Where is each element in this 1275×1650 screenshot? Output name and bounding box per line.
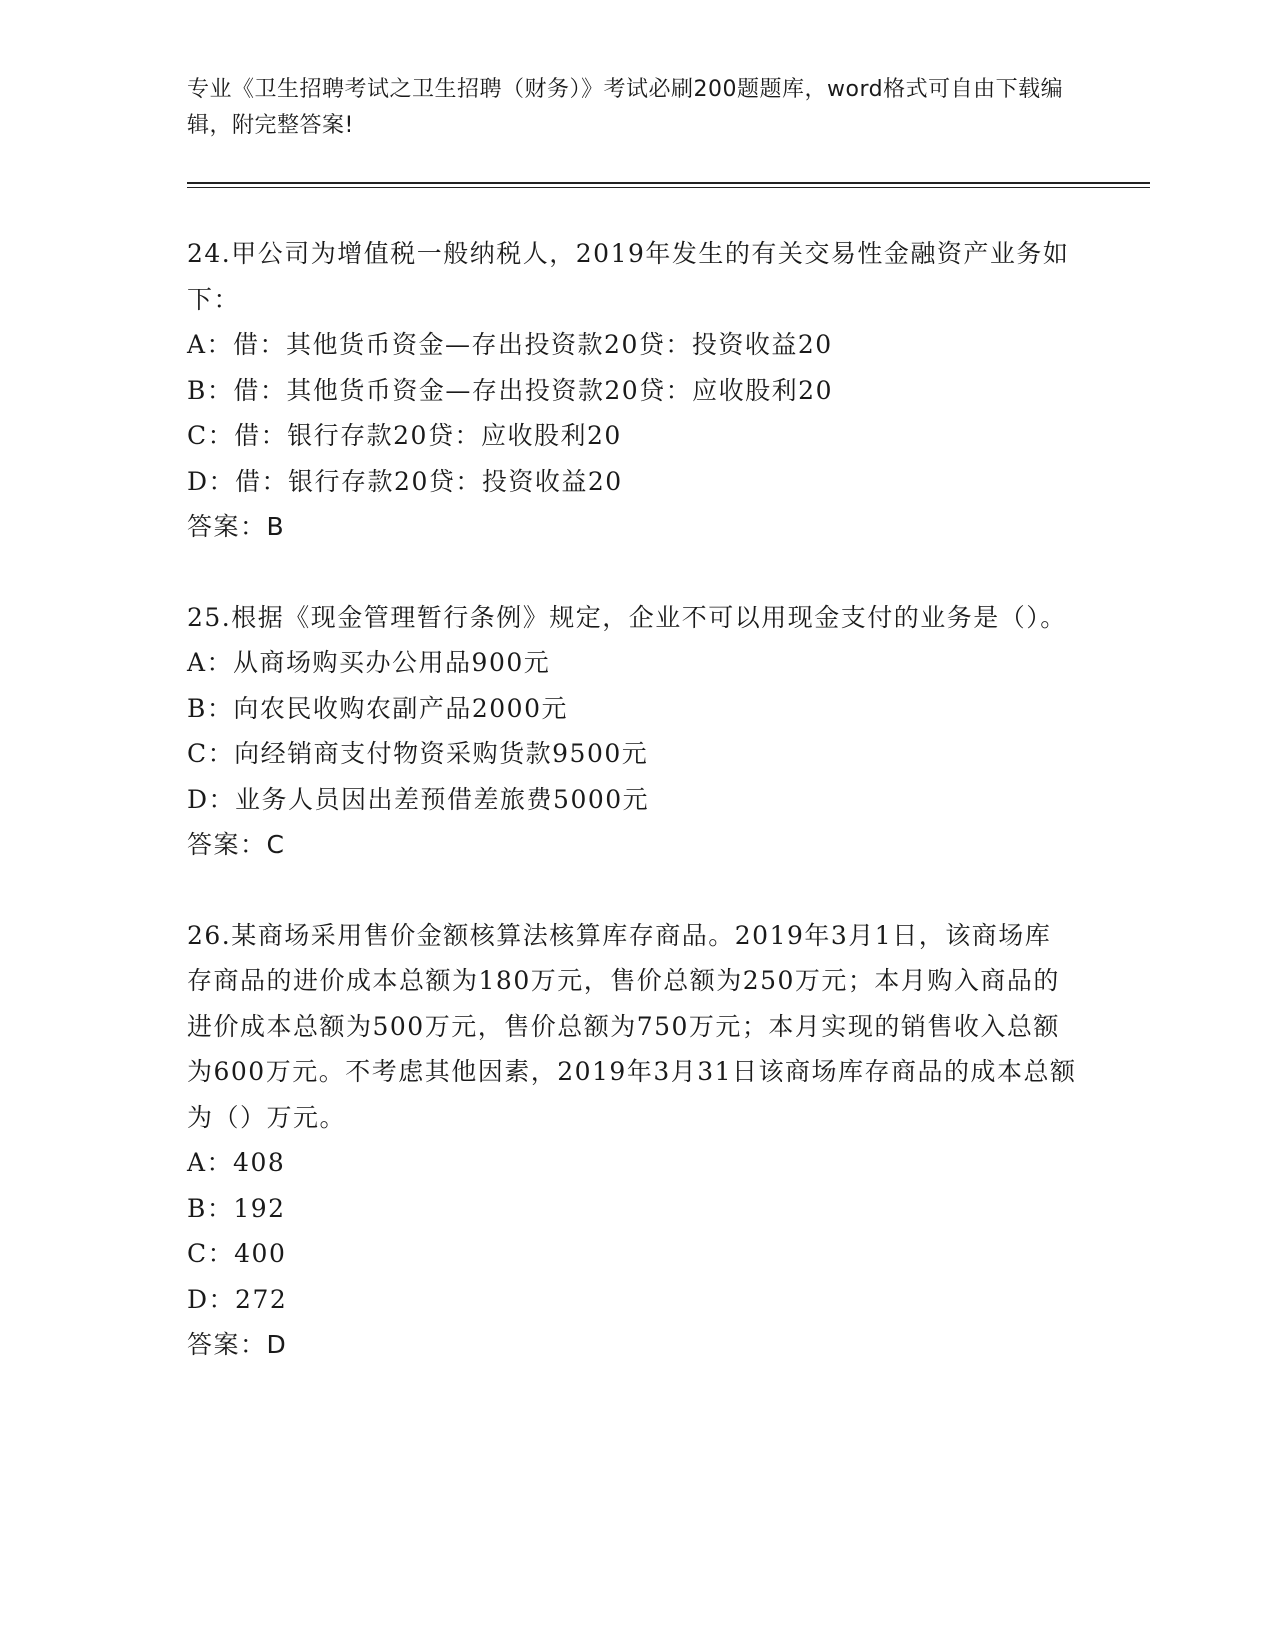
header-divider [187,182,1150,188]
answer-line: 答案：C [187,830,286,859]
question-stem: 26.某商场采用售价金额核算法核算库存商品。2019年3月1日，该商场库存商品的进价成本总额为180万元，售价总额为250万元；本月购入商品的进价成本总额为500万元，售价总额为750万元；本月实现的销售收入总额为600万元。不考虑其他因素，2019年3月31日该商场库存商品的成本总额为（）万元。 [187,920,1077,1132]
answer-line: 答案：D [187,1330,288,1359]
question-25 [187,595,1147,868]
option-a: A：408 [187,1148,286,1177]
question-24 [187,231,1147,550]
question-stem: 25.根据《现金管理暂行条例》规定，企业不可以用现金支付的业务是（）。 [187,602,1067,632]
option-d: D：借：银行存款20贷：投资收益20 [187,466,623,496]
option-d: D：272 [187,1284,288,1314]
document-header: 专业《卫生招聘考试之卫生招聘（财务）》考试必刷200题题库，word格式可自由下载编辑，附完整答案! [187,77,1064,138]
option-c: C：向经销商支付物资采购货款9500元 [187,739,649,768]
option-c: C：400 [187,1239,287,1268]
answer-line: 答案：B [187,512,286,541]
option-a: A：借：其他货币资金—存出投资款20贷：投资收益20 [187,330,833,359]
option-b: B：借：其他货币资金—存出投资款20贷：应收股利20 [187,375,833,405]
question-26 [187,913,1147,1368]
document-page [187,72,1147,1368]
question-stem: 24.甲公司为增值税一般纳税人，2019年发生的有关交易性金融资产业务如下： [187,239,1070,314]
option-d: D：业务人员因出差预借差旅费5000元 [187,784,650,814]
option-b: B：向农民收购农副产品2000元 [187,693,568,723]
option-b: B：192 [187,1193,286,1223]
option-c: C：借：银行存款20贷：应收股利20 [187,421,622,450]
option-a: A：从商场购买办公用品900元 [187,648,551,677]
